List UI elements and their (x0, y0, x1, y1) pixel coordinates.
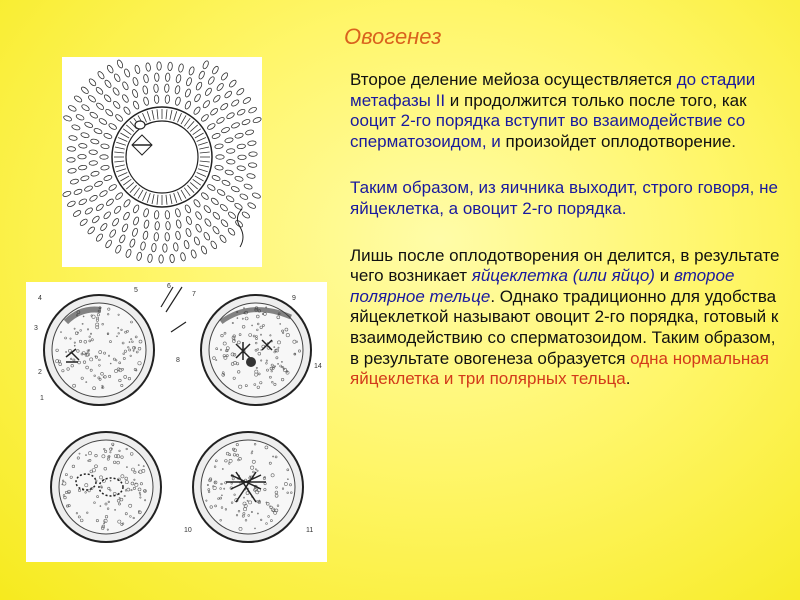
p1-text-b: до стадии метафазы II (350, 70, 756, 110)
p3-text-c: и (654, 266, 674, 286)
figure-label: 4 (38, 295, 42, 302)
figure-label: 7 (192, 291, 196, 298)
p1-text-c: и продолжится только после того, как (445, 90, 747, 110)
p3-text-f: одна нормальная яйцеклетка и три полярных тельца (350, 348, 769, 389)
p1-text-d: ооцит 2-го порядка вступит во взаимодействие со сперматозоидом, и (350, 111, 746, 151)
stage-cell-4 (193, 432, 303, 542)
p1-text-e: произойдет оплодотворение. (500, 131, 736, 151)
figure-label: 3 (34, 325, 38, 332)
figure-label: 14 (314, 363, 322, 370)
figure-label: 1 (40, 395, 44, 402)
p3-text-g: . (625, 369, 631, 389)
figure-label: 8 (176, 357, 180, 364)
p3-text-e: . Однако традиционно для удобства яйцеклеткой называют овоцит 2-го порядка, готовый к взаимодействию со сперматозоидом. Таким образом, в результате овогенеза образуется (350, 286, 779, 368)
paragraph-meiosis (350, 70, 780, 152)
figure-label: 10 (184, 527, 192, 534)
figure-label: 6 (167, 283, 171, 290)
paragraph-ovary: Таким образом, из яичника выходит, строго говоря, не яйцеклетка, а овоцит 2-го порядка. (350, 178, 778, 218)
slide-body-text (350, 70, 780, 390)
paragraph-fertilization (350, 246, 780, 390)
figure-label: 9 (292, 295, 296, 302)
fertilization-stages-illustration (26, 282, 327, 562)
slide-title: Овогенез (344, 24, 442, 49)
stage-cell-3 (51, 432, 161, 542)
figure-label: 2 (38, 369, 42, 376)
p3-text-b: яйцеклетка (или яйцо) (471, 266, 655, 286)
p3-text-d: второе полярное тельце (350, 266, 735, 306)
oocyte-follicle-illustration (62, 57, 262, 267)
p3-text-a: Лишь после оплодотворения он делится, в результате чего возникает (350, 245, 780, 286)
figure-label: 11 (306, 527, 314, 534)
p1-text-a: Второе деление мейоза осуществляется (350, 70, 677, 89)
figure-label: 5 (134, 287, 138, 294)
